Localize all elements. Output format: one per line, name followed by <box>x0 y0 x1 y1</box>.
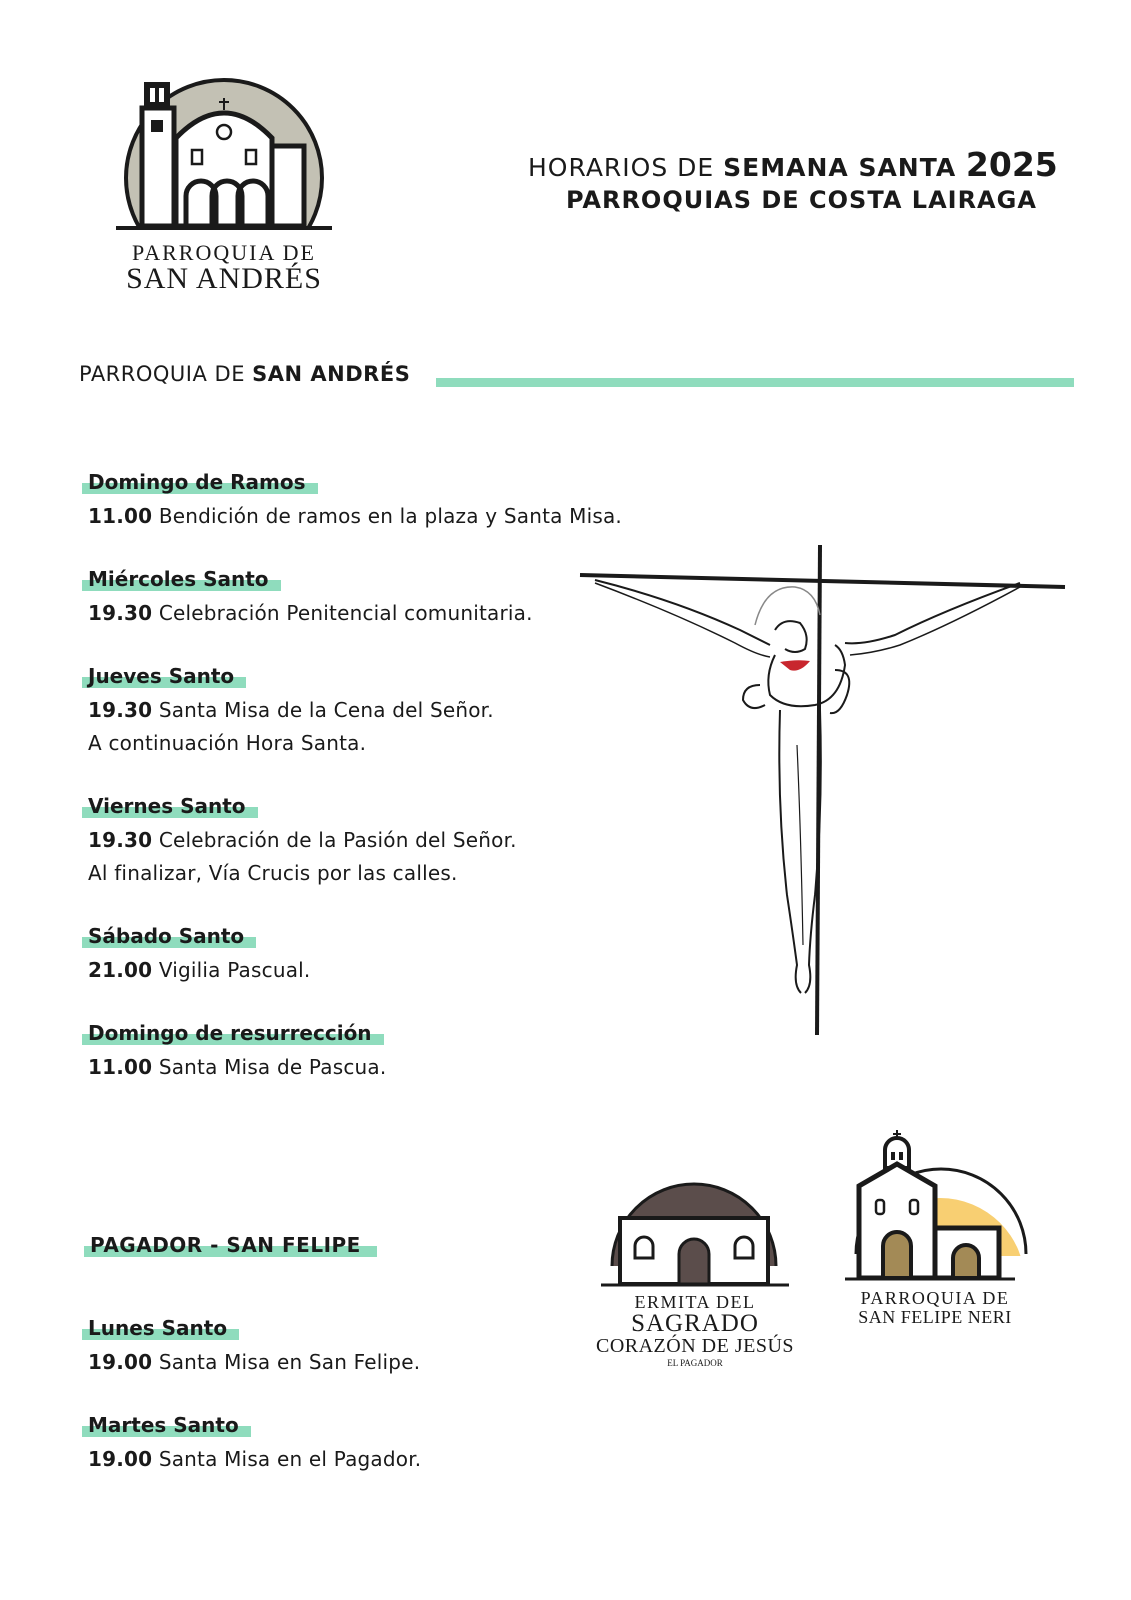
event-domingo-resurreccion <box>88 1055 386 1079</box>
section-heading-prefix: PARROQUIA DE <box>79 362 253 386</box>
event-lunes-santo <box>88 1350 420 1374</box>
section-heading-name: SAN ANDRÉS <box>252 362 411 386</box>
day-title-sabado-santo: Sábado Santo <box>88 924 245 948</box>
day-title-miercoles-santo: Miércoles Santo <box>88 567 269 591</box>
event-viernes-santo <box>88 828 517 852</box>
logo-san-felipe-line2: SAN FELIPE NERI <box>858 1307 1012 1327</box>
section-heading-san-andres <box>79 362 410 386</box>
ermita-chapel-icon <box>575 1158 815 1288</box>
event-text: Celebración Penitencial comunitaria. <box>152 601 533 625</box>
day-title-domingo-resurreccion: Domingo de resurrección <box>88 1021 372 1045</box>
event-time: 21.00 <box>88 958 153 982</box>
event-text: Santa Misa de Pascua. <box>152 1055 387 1079</box>
event-time: 11.00 <box>88 1055 153 1079</box>
page-subtitle: PARROQUIAS DE COSTA LAIRAGA <box>566 186 1037 214</box>
event-time: 19.00 <box>88 1350 153 1374</box>
event-text: Santa Misa en San Felipe. <box>152 1350 421 1374</box>
event-jueves-santo <box>88 698 494 722</box>
event-domingo-ramos <box>88 504 622 528</box>
crucifix-icon <box>565 545 1075 1035</box>
section-divider <box>436 378 1074 387</box>
page-title-prefix: HORARIOS DE <box>528 153 724 182</box>
event-text: Santa Misa de la Cena del Señor. <box>152 698 494 722</box>
event-time: 11.00 <box>88 504 153 528</box>
san-felipe-church-icon <box>845 1128 1035 1288</box>
event-text: Bendición de ramos en la plaza y Santa Misa. <box>152 504 622 528</box>
day-title-viernes-santo: Viernes Santo <box>88 794 246 818</box>
logo-san-felipe <box>845 1128 1035 1338</box>
day-title-lunes-santo: Lunes Santo <box>88 1316 228 1340</box>
logo-ermita <box>575 1158 815 1378</box>
church-san-andres-icon <box>106 78 342 238</box>
day-title-jueves-santo: Jueves Santo <box>88 664 235 688</box>
logo-san-andres-line1: PARROQUIA DE <box>132 240 316 265</box>
event-text: Santa Misa en el Pagador. <box>152 1447 422 1471</box>
logo-san-andres <box>106 78 342 298</box>
event-text: Celebración de la Pasión del Señor. <box>152 828 517 852</box>
event-viernes-santo-extra: Al finalizar, Vía Crucis por las calles. <box>88 861 458 885</box>
logo-ermita-line3: CORAZÓN DE JESÚS <box>595 1335 795 1357</box>
event-sabado-santo <box>88 958 310 982</box>
logo-ermita-line2: SAGRADO <box>631 1310 759 1337</box>
event-time: 19.30 <box>88 601 153 625</box>
section-heading-pagador: PAGADOR - SAN FELIPE <box>90 1233 361 1257</box>
logo-ermita-line4: EL PAGADOR <box>667 1358 723 1368</box>
day-title-domingo-ramos: Domingo de Ramos <box>88 470 306 494</box>
page-title-bold: SEMANA SANTA <box>723 153 966 182</box>
event-jueves-santo-extra: A continuación Hora Santa. <box>88 731 367 755</box>
event-time: 19.30 <box>88 698 153 722</box>
event-time: 19.00 <box>88 1447 153 1471</box>
logo-san-andres-line2: SAN ANDRÉS <box>126 262 322 295</box>
page-title <box>528 145 1058 184</box>
event-time: 19.30 <box>88 828 153 852</box>
event-text: Vigilia Pascual. <box>152 958 311 982</box>
logo-ermita-line1: ERMITA DEL <box>634 1292 756 1312</box>
event-miercoles-santo <box>88 601 533 625</box>
event-martes-santo <box>88 1447 421 1471</box>
logo-san-felipe-line1: PARROQUIA DE <box>860 1288 1010 1308</box>
crucifix-illustration <box>565 545 1075 1035</box>
day-title-martes-santo: Martes Santo <box>88 1413 239 1437</box>
page-title-year: 2025 <box>965 145 1058 184</box>
